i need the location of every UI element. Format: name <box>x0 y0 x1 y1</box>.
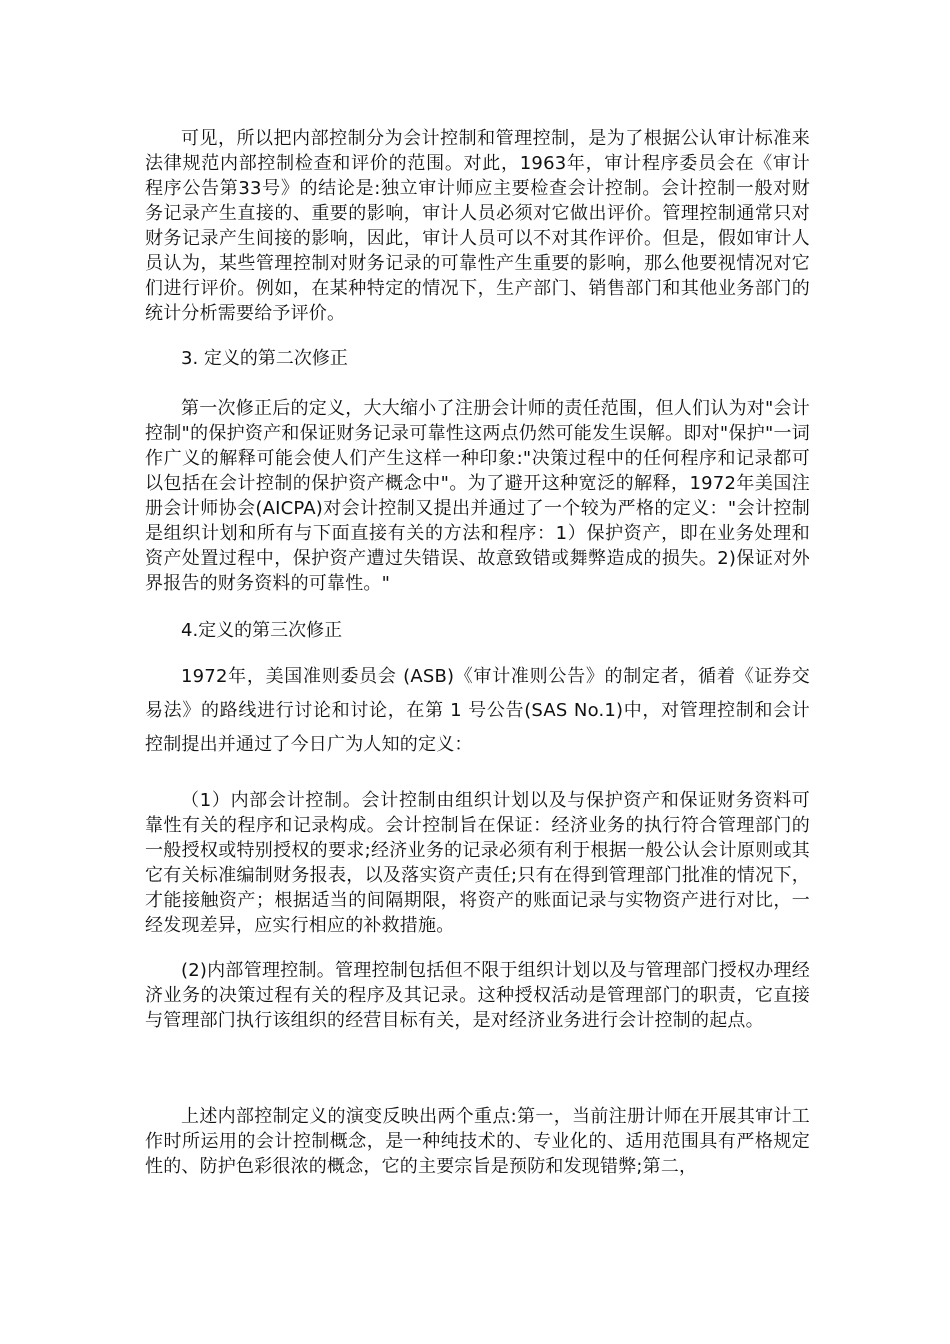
paragraph-control-scope: 可见，所以把内部控制分为会计控制和管理控制，是为了根据公认审计标准来法律规范内部控制检查和评价的范围。对此，1963年，审计程序委员会在《审计程序公告第33号》的结论是:独立审计师应主要检查会计控制。会计控制一般对财务记录产生直接的、重要的影响，审计人员必须对它做出评价。管理控制通常只对财务记录产生间接的影响，因此，审计人员可以不对其作评价。但是，假如审计人员认为，某些管理控制对财务记录的可靠性产生重要的影响，那么他要视情况对它们进行评价。例如，在某种特定的情况下，生产部门、销售部门和其他业务部门的统计分析需要给予评价。 <box>145 128 810 324</box>
paragraph-accounting-control: （1）内部会计控制。会计控制由组织计划以及与保护资产和保证财务资料可靠性有关的程序和记录构成。会计控制旨在保证：经济业务的执行符合管理部门的一般授权或特别授权的要求;经济业务的记录必须有利于根据一般公认会计原则或其它有关标准编制财务报表，以及落实资产责任;只有在得到管理部门批准的情况下，才能接触资产；根据适当的间隔期限，将资产的账面记录与实物资产进行对比，一经发现差异，应实行相应的补救措施。 <box>145 790 810 936</box>
paragraph-conclusion: 上述内部控制定义的演变反映出两个重点:第一，当前注册计师在开展其审计工作时所运用的会计控制概念，是一种纯技术的、专业化的、适用范围具有严格规定性的、防护色彩很浓的概念，它的主要宗旨是预防和发现错弊;第二， <box>145 1106 810 1177</box>
paragraph-second-revision: 第一次修正后的定义，大大缩小了注册会计师的责任范围，但人们认为对"会计控制"的保护资产和保证财务记录可靠性这两点仍然可能发生误解。即对"保护"一词作广义的解释可能会使人们产生这样一种印象:"决策过程中的任何程序和记录都可以包括在会计控制的保护资产概念中"。为了避开这种宽泛的解释，1972年美国注册会计师协会(AICPA)对会计控制又提出并通过了一个较为严格的定义："会计控制是组织计划和所有与下面直接有关的方法和程序：1）保护资产，即在业务处理和资产处置过程中，保护资产遭过失错误、故意致错或舞弊造成的损失。2)保证对外界报告的财务资料的可靠性。" <box>145 398 810 594</box>
paragraph-third-revision: 1972年，美国准则委员会 (ASB)《审计准则公告》的制定者，循着《证券交易法》的路线进行讨论和讨论，在第 1 号公告(SAS No.1)中，对管理控制和会计控制提出并通过了今日广为人知的定义： <box>145 666 810 755</box>
heading-third-revision: 4.定义的第三次修正 <box>181 620 343 641</box>
paragraph-management-control: (2)内部管理控制。管理控制包括但不限于组织计划以及与管理部门授权办理经济业务的决策过程有关的程序及其记录。这种授权活动是管理部门的职责，它直接与管理部门执行该组织的经营目标有关，是对经济业务进行会计控制的起点。 <box>145 960 810 1031</box>
heading-second-revision: 3. 定义的第二次修正 <box>181 348 348 369</box>
